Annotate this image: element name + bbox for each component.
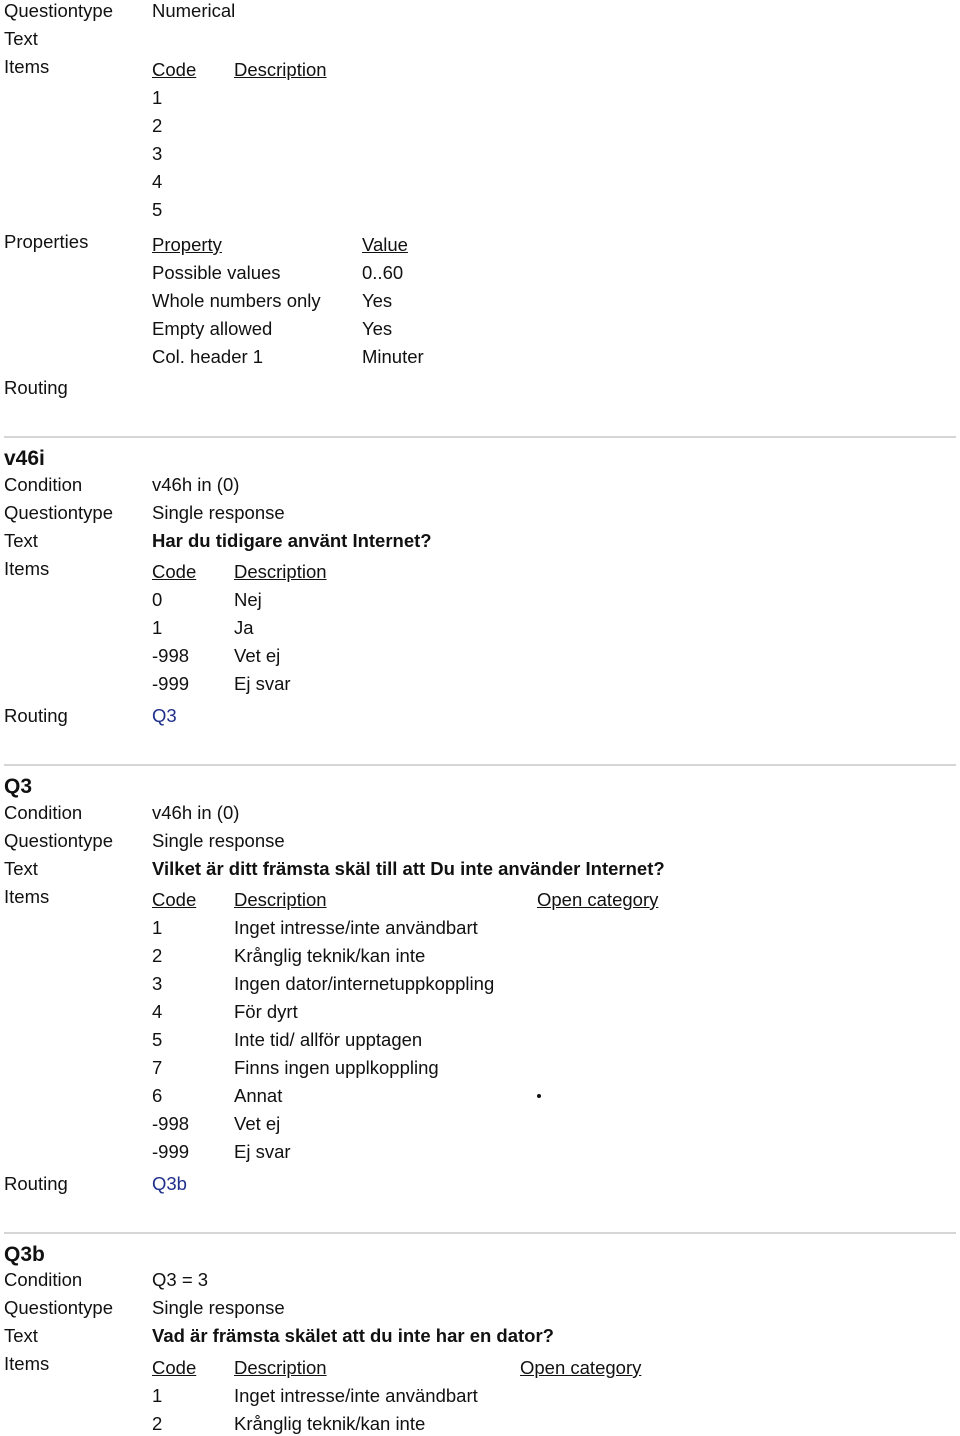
item-code: 2 [152, 945, 163, 966]
items-open-category-header: Open category [537, 889, 659, 910]
item-description: Krånglig teknik/kan inte [234, 1413, 426, 1434]
item-code: 1 [152, 617, 163, 638]
routing-link[interactable]: Q3 [152, 705, 177, 726]
items-label: Items [4, 1353, 50, 1374]
questiontype-label: Questiontype [4, 502, 114, 523]
routing-label: Routing [4, 1173, 68, 1194]
item-description: Inget intresse/inte användbart [234, 917, 478, 938]
items-description-header: Description [234, 889, 327, 910]
question-title: Q3b [4, 1243, 45, 1266]
item-code: -998 [152, 1113, 190, 1134]
item-code: -999 [152, 1141, 190, 1162]
questiontype-label: Questiontype [4, 1297, 114, 1318]
question-text: Har du tidigare använt Internet? [152, 530, 432, 551]
property-value: Yes [362, 318, 393, 339]
item-code: 5 [152, 199, 163, 220]
item-description: Annat [234, 1085, 283, 1106]
condition-label: Condition [4, 802, 83, 823]
questiontype-label: Questiontype [4, 830, 114, 851]
item-description: Ej svar [234, 1141, 291, 1162]
item-description: Nej [234, 589, 262, 610]
questiontype-value: Single response [152, 830, 285, 851]
item-description: Krånglig teknik/kan inte [234, 945, 426, 966]
item-description: Inte tid/ allför upptagen [234, 1029, 423, 1050]
condition-value: v46h in (0) [152, 802, 240, 823]
question-text: Vad är främsta skälet att du inte har en dator? [152, 1325, 554, 1346]
items-open-category-header: Open category [520, 1357, 642, 1378]
text-label: Text [4, 530, 38, 551]
item-description: Finns ingen upplkoppling [234, 1057, 439, 1078]
item-description: Ej svar [234, 673, 291, 694]
item-code: 4 [152, 171, 163, 192]
item-code: 2 [152, 1413, 163, 1434]
question-text: Vilket är ditt främsta skäl till att Du inte använder Internet? [152, 858, 665, 879]
items-description-header: Description [234, 561, 327, 582]
item-code: 3 [152, 973, 163, 994]
item-description: Ja [234, 617, 254, 638]
item-description: Vet ej [234, 645, 281, 666]
property-value: Yes [362, 290, 393, 311]
item-description: Ingen dator/internetuppkoppling [234, 973, 495, 994]
routing-label: Routing [4, 705, 68, 726]
item-code: -999 [152, 673, 190, 694]
properties-label: Properties [4, 231, 89, 252]
questiontype-value: Single response [152, 1297, 285, 1318]
item-code: 1 [152, 917, 163, 938]
property-value: 0..60 [362, 262, 404, 283]
value-header: Value [362, 234, 408, 255]
questiontype-label: Questiontype [4, 0, 114, 21]
condition-value: v46h in (0) [152, 474, 240, 495]
routing-link[interactable]: Q3b [152, 1173, 187, 1194]
open-category-bullet-icon [537, 1094, 541, 1098]
condition-value: Q3 = 3 [152, 1269, 209, 1290]
property-name: Empty allowed [152, 318, 273, 339]
routing-label: Routing [4, 377, 68, 398]
item-description: Inget intresse/inte användbart [234, 1385, 478, 1406]
item-code: 5 [152, 1029, 163, 1050]
item-code: 2 [152, 115, 163, 136]
condition-label: Condition [4, 474, 83, 495]
item-code: 6 [152, 1085, 163, 1106]
questiontype-value: Single response [152, 502, 285, 523]
item-code: 1 [152, 87, 163, 108]
items-code-header: Code [152, 561, 197, 582]
items-description-header: Description [234, 1357, 327, 1378]
items-label: Items [4, 56, 50, 77]
section-divider [4, 1232, 956, 1234]
item-code: 0 [152, 589, 163, 610]
question-title: Q3 [4, 775, 33, 798]
question-title: v46i [4, 447, 45, 470]
items-label: Items [4, 886, 50, 907]
item-description: För dyrt [234, 1001, 298, 1022]
property-name: Col. header 1 [152, 346, 264, 367]
property-name: Whole numbers only [152, 290, 321, 311]
items-code-header: Code [152, 1357, 197, 1378]
section-divider [4, 436, 956, 438]
condition-label: Condition [4, 1269, 83, 1290]
item-code: 3 [152, 143, 163, 164]
item-code: -998 [152, 645, 190, 666]
items-description-header: Description [234, 59, 327, 80]
section-divider [4, 764, 956, 766]
property-name: Possible values [152, 262, 281, 283]
property-value: Minuter [362, 346, 424, 367]
property-header: Property [152, 234, 222, 255]
questiontype-value: Numerical [152, 0, 236, 21]
text-label: Text [4, 1325, 38, 1346]
item-code: 4 [152, 1001, 163, 1022]
text-label: Text [4, 28, 38, 49]
item-code: 7 [152, 1057, 163, 1078]
items-code-header: Code [152, 59, 197, 80]
text-label: Text [4, 858, 38, 879]
item-description: Vet ej [234, 1113, 281, 1134]
items-label: Items [4, 558, 50, 579]
items-code-header: Code [152, 889, 197, 910]
item-code: 1 [152, 1385, 163, 1406]
